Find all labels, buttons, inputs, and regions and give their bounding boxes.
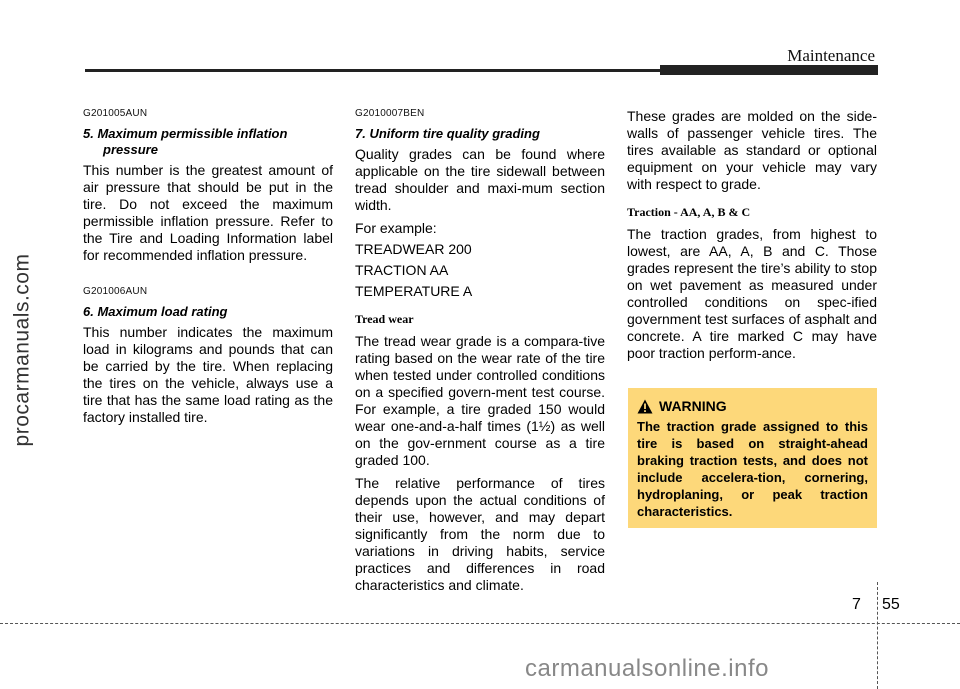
paragraph-load-rating: This number indicates the maximum load in kilograms and pounds that can be carried by the tire. When replacing the tires on the vehicle, always use a tire that has the same load rating as the factory installed tire.: [83, 324, 333, 425]
section-code: G201005AUN: [83, 108, 148, 119]
example-label: For example:: [355, 220, 437, 236]
paragraph-tread-wear: The tread wear grade is a compara-tive rating based on the wear rate of the tire when tested under controlled conditions on a specified govern-ment test course. For example, a tire graded 150 would wear one-and-a-half times (1½) as well on the gov-ernment course as a tire graded 100.: [355, 333, 605, 468]
paragraph-relative-performance: The relative performance of tires depends upon the actual conditions of their use, however, and may depart significantly from the norm due to variations in driving habits, service practices and differences in road characteristics and climate.: [355, 475, 605, 593]
warning-box: [628, 388, 877, 528]
example-treadwear: TREADWEAR 200: [355, 241, 472, 257]
warning-triangle-icon: [637, 398, 653, 414]
example-temperature: TEMPERATURE A: [355, 283, 473, 299]
paragraph-quality-grades: Quality grades can be found where applicable on the tire sidewall between tread shoulder and maxi-mum section width.: [355, 146, 605, 213]
heading-load-rating: 6. Maximum load rating: [83, 304, 228, 319]
section-code: G201006AUN: [83, 286, 148, 297]
heading-utqg: 7. Uniform tire quality grading: [355, 126, 540, 141]
warning-title: WARNING: [659, 398, 727, 414]
warning-header: [637, 398, 868, 414]
side-watermark-text: procarmanuals.com: [10, 253, 33, 447]
section-code: G2010007BEN: [355, 108, 425, 119]
header-bar: [660, 65, 878, 75]
paragraph-traction-grades: The traction grades, from highest to lowest, are AA, A, B and C. Those grades represent the tire’s ability to stop on wet pavement as measured under controlled conditions on spec-ified government test surfaces of asphalt and concrete. A tire marked C may have poor traction perform-ance.: [627, 226, 877, 361]
column-left: [83, 108, 333, 432]
header-rule: [85, 69, 660, 72]
warning-text: The traction grade assigned to this tire is based on straight-ahead braking traction tests, and does not include accelera-tion, cornering, hydroplaning, or peak traction characteristics.: [637, 419, 868, 519]
footer-divider: [877, 582, 878, 689]
example-traction: TRACTION AA: [355, 262, 449, 278]
page-number: 55: [882, 596, 900, 613]
heading-max-inflation: 5. Maximum permissible inflation pressure: [83, 126, 288, 157]
side-watermark: [2, 230, 42, 470]
chapter-number: 7: [852, 596, 861, 613]
subheading-traction: Traction - AA, A, B & C: [627, 205, 751, 219]
column-middle: [355, 108, 605, 600]
paragraph-grades-molded: These grades are molded on the side-walls of passenger vehicle tires. The tires available as standard or optional equipment on your vehicle may vary with respect to grade.: [627, 108, 877, 192]
paragraph-inflation: This number is the greatest amount of air pressure that should be put in the tire. Do not exceed the maximum permissible inflation pressure. Refer to the Tire and Loading Information label for recommended inflation pressure.: [83, 162, 333, 263]
subheading-tread-wear: Tread wear: [355, 312, 414, 326]
footer-rule: [0, 623, 960, 624]
bottom-watermark: carmanualsonline.info: [525, 655, 769, 682]
column-right: [627, 108, 877, 368]
section-title: Maintenance: [787, 46, 875, 65]
